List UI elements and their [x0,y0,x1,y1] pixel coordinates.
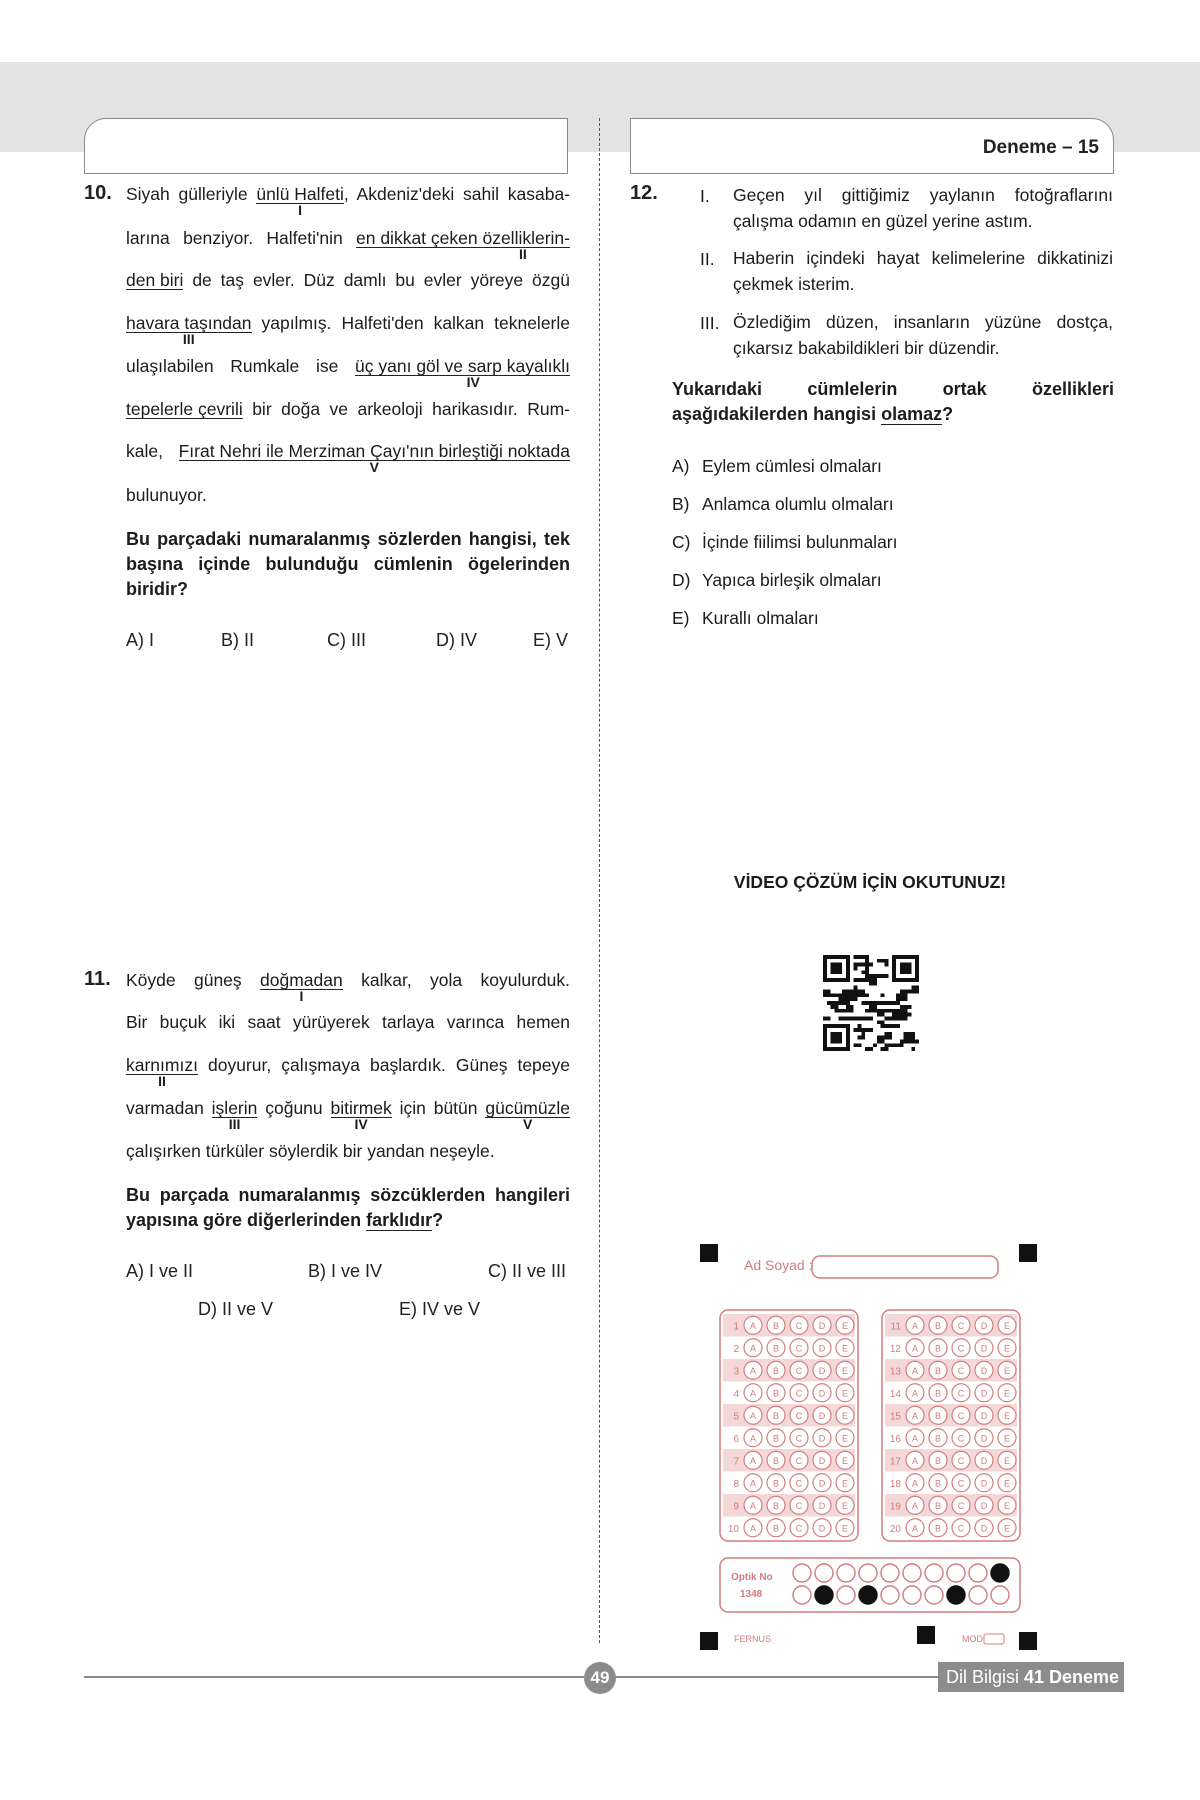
question-11-stem: Bu parçada numaralanmış sözcüklerden hangileri yapısına göre diğerlerinden farklıdır? [126,1185,570,1230]
right-header-box [630,118,1114,174]
answer-bubble-letter: B [934,1433,942,1444]
q10-mark-1: I [298,202,303,219]
answer-bubble-letter: B [934,1388,942,1399]
exam-title: Deneme – 15 [982,137,1099,158]
answer-bubble-letter: C [957,1320,965,1331]
optik-bubble[interactable] [793,1586,811,1604]
optik-bubble[interactable] [925,1564,943,1582]
optik-bubble[interactable] [859,1586,877,1604]
answer-row-number: 6 [733,1433,739,1445]
answer-bubble-letter: B [772,1478,780,1489]
page-number: 49 [584,1662,616,1694]
answer-bubble-letter: D [818,1433,826,1444]
q12-item-2-text: Haberin içindeki hayat kelimelerine dikkatinizi çekmek isterim. [733,248,1113,294]
answer-row-number: 14 [889,1388,901,1400]
answer-row-number: 20 [889,1523,901,1535]
answer-row-number: 12 [889,1343,901,1355]
q10-underlined-2b: den biri [126,270,184,290]
sheet-corner-mark [700,1632,718,1650]
q10-mark-3: III [182,331,195,348]
q11-mark-1: I [299,988,304,1005]
q10-mark-4: IV [466,374,480,391]
answer-bubble-letter: D [818,1320,826,1331]
q11-underlined-1: doğmadan [260,970,343,990]
answer-bubble-letter: C [957,1365,965,1376]
optik-bubble[interactable] [881,1586,899,1604]
answer-bubble-letter: B [772,1523,780,1534]
answer-bubble-letter: E [841,1343,849,1354]
answer-bubble-letter: B [772,1455,780,1466]
q10-underlined-4a: üç yanı göl ve sarp kayalıklı [355,356,570,376]
answer-bubble-letter: B [772,1343,780,1354]
q11-line-3: karnımızı II doyurur, çalışmaya başlardık. Güneş tepeye [126,1055,570,1090]
answer-bubble-letter: C [795,1523,803,1534]
answer-bubble-letter: B [772,1365,780,1376]
answer-bubble-letter: B [772,1320,780,1331]
answer-bubble-letter: D [818,1523,826,1534]
answer-bubble-letter: A [749,1433,757,1444]
answer-bubble-letter: B [934,1500,942,1511]
answer-bubble-letter: B [934,1320,942,1331]
answer-bubble-letter: C [957,1478,965,1489]
answer-bubble-letter: B [772,1500,780,1511]
answer-bubble-letter: E [841,1388,849,1399]
answer-bubble-letter: E [1003,1433,1011,1444]
q12-item-1-mark: I. [700,186,710,206]
q10-line-7: kale, Fırat Nehri ile Merziman Çayı'nın birleştiği noktada V [126,441,570,476]
answer-bubble-letter: A [911,1388,919,1399]
optik-bubble[interactable] [991,1586,1009,1604]
answer-row-bg [885,1404,1017,1427]
answer-bubble-letter: D [980,1500,988,1511]
answer-row-number: 16 [889,1433,901,1445]
sheet-corner-mark [700,1244,718,1262]
optik-bubble[interactable] [947,1564,965,1582]
answer-bubble-letter: A [749,1455,757,1466]
answer-row-bg [885,1359,1017,1382]
q12-option-e[interactable]: E) Kurallı olmaları [672,608,819,628]
answer-bubble-letter: A [749,1320,757,1331]
answer-bubble-letter: D [980,1343,988,1354]
footer-line-right [616,1676,938,1678]
answer-bubble-letter: A [749,1365,757,1376]
answer-row-number: 7 [733,1456,739,1468]
q11-option-d[interactable]: D) II ve V [198,1299,274,1319]
question-12-stem: Yukarıdaki cümlelerin ortak özellikleri aşağıdakilerden hangisi olamaz? [672,379,1114,424]
answer-row-bg [723,1404,855,1427]
q12-item-1-text: Geçen yıl gittiğimiz yaylanın fotoğraflarını çalışma odamın en güzel yerine astım. [733,185,1113,231]
answer-bubble-letter: C [957,1523,965,1534]
answer-bubble-letter: C [795,1433,803,1444]
q11-underlined-2: karnımızı [126,1055,198,1075]
answer-bubble-letter: B [772,1388,780,1399]
answer-bubble-letter: C [957,1343,965,1354]
answer-bubble-letter: A [749,1500,757,1511]
answer-bubble-letter: E [1003,1478,1011,1489]
optik-bubble[interactable] [947,1586,965,1604]
q10-option-d[interactable]: D) IV [436,630,478,650]
answer-bubble-letter: C [957,1500,965,1511]
q10-line-2: larına benziyor. Halfeti'nin en dikkat çeken özelliklerin- II [126,228,570,263]
answer-bubble-letter: A [911,1343,919,1354]
answer-bubble-letter: C [795,1343,803,1354]
answer-row-number: 13 [889,1366,901,1378]
optik-bubble[interactable] [859,1564,877,1582]
answer-bubble-letter: B [934,1523,942,1534]
answer-bubble-letter: A [911,1478,919,1489]
answer-bubble-letter: C [795,1500,803,1511]
optik-bubble[interactable] [793,1564,811,1582]
answer-bubble-letter: D [818,1410,826,1421]
answer-row-number: 18 [889,1478,901,1490]
name-field-label: Ad Soyad : [744,1257,813,1273]
answer-bubble-letter: D [818,1500,826,1511]
answer-bubble-letter: C [795,1455,803,1466]
answer-row-number: 8 [733,1478,739,1490]
answer-bubble-letter: D [980,1320,988,1331]
optik-no-value: 1348 [740,1589,763,1600]
answer-bubble-letter: B [772,1410,780,1421]
q10-underlined-3: havara taşından [126,313,252,333]
qr-code-icon[interactable] [823,955,919,1051]
q11-line-4: varmadan işlerin III çoğunu bitirmek IV için bütün gücümüzle V [126,1098,570,1133]
q10-option-e[interactable]: E) V [533,630,569,650]
answer-row-bg [723,1314,855,1337]
answer-row-number: 17 [889,1456,901,1468]
answer-row-number: 15 [889,1411,901,1423]
optik-bubble[interactable] [837,1564,855,1582]
answer-bubble-letter: C [957,1433,965,1444]
q10-mark-2: II [519,246,527,263]
q12-item-3-mark: III. [700,313,720,333]
answer-bubble-letter: E [1003,1320,1011,1331]
answer-row-number: 1 [733,1321,739,1333]
answer-bubble-letter: A [911,1523,919,1534]
answer-bubble-letter: D [980,1388,988,1399]
optik-bubble[interactable] [991,1564,1009,1582]
optik-bubble[interactable] [969,1564,987,1582]
q10-line-3: den biri de taş evler. Düz damlı bu evler yöreye özgü [126,270,570,290]
answer-bubble-letter: D [818,1365,826,1376]
sheet-corner-mark [1019,1244,1037,1262]
answer-bubble-letter: A [749,1410,757,1421]
question-number-11: 11. [84,968,111,990]
answer-row-number: 4 [733,1388,739,1400]
optik-bubble[interactable] [903,1564,921,1582]
optik-bubble[interactable] [837,1586,855,1604]
q10-underlined-1: ünlü Halfeti [256,184,344,204]
optik-bubble[interactable] [815,1586,833,1604]
answer-row-number: 11 [890,1321,901,1333]
answer-bubble-letter: E [1003,1410,1011,1421]
q11-mark-5: V [523,1116,533,1133]
answer-bubble-letter: A [911,1410,919,1421]
q10-line-8: bulunuyor. [126,485,207,505]
footer-line-left [84,1676,584,1678]
q11-line-5: çalışırken türküler söylerdik bir yandan neşeyle. [126,1141,495,1161]
q10-line-1: Siyah gülleriyle ünlü Halfeti I , Akdeniz'deki sahil kasaba- [126,184,571,219]
q10-option-a[interactable]: A) I [126,630,155,650]
book-brand: Dil Bilgisi 41 Deneme [938,1662,1124,1692]
answer-bubble-letter: D [818,1455,826,1466]
q11-option-a[interactable]: A) I ve II [126,1261,194,1281]
q11-option-e[interactable]: E) IV ve V [399,1299,481,1319]
answer-bubble-letter: A [911,1365,919,1376]
answer-bubble-letter: A [911,1455,919,1466]
answer-row-bg [723,1449,855,1472]
answer-bubble-letter: E [841,1455,849,1466]
q11-line-2: Bir buçuk iki saat yürüyerek tarlaya varınca hemen [126,1012,570,1032]
answer-bubble-letter: A [749,1478,757,1489]
answer-row-number: 9 [733,1501,739,1513]
answer-bubble-letter: A [749,1343,757,1354]
answer-bubble-letter: D [818,1478,826,1489]
optik-bubble[interactable] [969,1586,987,1604]
answer-row-bg [885,1494,1017,1517]
answer-bubble-letter: D [980,1455,988,1466]
q10-mark-5: V [369,459,379,476]
q12-item-3-text: Özlediğim düzen, insanların yüzüne dostça, çıkarsız bakabildikleri bir düzendir. [733,312,1113,358]
answer-bubble-letter: D [818,1343,826,1354]
optik-bubble[interactable] [815,1564,833,1582]
answer-bubble-letter: E [1003,1388,1011,1399]
answer-bubble-letter: A [911,1500,919,1511]
answer-bubble-letter: E [841,1410,849,1421]
answer-bubble-letter: A [911,1320,919,1331]
answer-bubble-letter: E [841,1500,849,1511]
video-solution-label: VİDEO ÇÖZÜM İÇİN OKUTUNUZ! [733,872,1007,892]
q10-line-5: ulaşılabilen Rumkale ise üç yanı göl ve sarp kayalıklı IV [126,356,570,391]
q11-mark-3: III [228,1116,241,1133]
q12-option-a[interactable]: A) Eylem cümlesi olmaları [672,456,882,476]
answer-bubble-letter: B [934,1343,942,1354]
q11-mark-4: IV [354,1116,368,1133]
answer-bubble-letter: E [841,1433,849,1444]
answer-bubble-letter: C [795,1410,803,1421]
question-10-stem: Bu parçadaki numaralanmış sözlerden hangisi, tek başına içinde bulunduğu cümlenin ögelerinden biridir? [126,529,570,599]
answer-bubble-letter: B [934,1455,942,1466]
answer-row-number: 3 [733,1366,739,1378]
answer-bubble-letter: C [795,1365,803,1376]
question-number-12: 12. [630,182,658,204]
q11-option-b[interactable]: B) I ve IV [308,1261,383,1281]
sheet-brand-logo [984,1634,1004,1644]
answer-bubble-letter: D [980,1523,988,1534]
answer-row-bg [723,1494,855,1517]
answer-row-bg [723,1359,855,1382]
q10-underlined-4b: tepelerle çevrili [126,399,243,419]
answer-bubble-letter: E [1003,1365,1011,1376]
answer-bubble-letter: E [841,1365,849,1376]
answer-row-number: 2 [733,1343,739,1355]
answer-bubble-letter: B [934,1365,942,1376]
answer-bubble-letter: D [980,1478,988,1489]
answer-row-bg [885,1314,1017,1337]
q11-line-1: Köyde güneş doğmadan I kalkar, yola koyulurduk. [126,970,570,1005]
q12-option-d[interactable]: D) Yapıca birleşik olmaları [672,570,882,590]
question-number-10: 10. [84,182,112,204]
answer-bubble-letter: E [841,1320,849,1331]
q10-option-c[interactable]: C) III [327,630,366,650]
answer-bubble-letter: B [772,1433,780,1444]
answer-bubble-letter: A [749,1388,757,1399]
answer-row-number: 10 [727,1523,739,1535]
answer-bubble-letter: B [934,1410,942,1421]
q10-line-6: tepelerle çevrili bir doğa ve arkeoloji harikasıdır. Rum- [126,399,570,419]
sheet-corner-mark [1019,1632,1037,1650]
q11-underlined-3: işlerin [211,1098,258,1118]
answer-row-number: 5 [733,1411,739,1423]
answer-row-bg [885,1449,1017,1472]
answer-bubble-letter: C [957,1455,965,1466]
q11-underlined-5: gücümüzle [485,1098,570,1118]
optik-bubble[interactable] [925,1586,943,1604]
optik-no-label: Optik No [731,1572,773,1583]
q12-item-2-mark: II. [700,249,715,269]
sheet-corner-mark [917,1626,935,1644]
answer-bubble-letter: C [957,1410,965,1421]
optik-bubble[interactable] [903,1586,921,1604]
q12-option-b[interactable]: B) Anlamca olumlu olmaları [672,494,894,514]
answer-bubble-letter: D [980,1433,988,1444]
answer-bubble-letter: E [1003,1455,1011,1466]
answer-bubble-letter: D [980,1365,988,1376]
q10-line-4: havara taşından III yapılmış. Halfeti'den kalkan teknelerle [126,313,570,348]
answer-bubble-letter: E [841,1478,849,1489]
sheet-brand-left: FERNUS [734,1634,772,1644]
answer-bubble-letter: C [795,1388,803,1399]
name-input[interactable] [812,1256,998,1278]
answer-bubble-letter: D [980,1410,988,1421]
q11-underlined-4: bitirmek [330,1098,392,1118]
answer-bubble-letter: E [1003,1500,1011,1511]
answer-bubble-letter: C [795,1478,803,1489]
answer-bubble-letter: E [1003,1343,1011,1354]
answer-row-number: 19 [889,1501,901,1513]
q11-mark-2: II [158,1073,166,1090]
optical-answer-sheet [700,1240,1040,1660]
q12-option-c[interactable]: C) İçinde fiilimsi bulunmaları [672,532,898,552]
q10-underlined-2a: en dikkat çeken özelliklerin- [356,228,570,248]
answer-bubble-letter: A [911,1433,919,1444]
answer-bubble-letter: B [934,1478,942,1489]
answer-bubble-letter: E [1003,1523,1011,1534]
answer-bubble-letter: D [818,1388,826,1399]
answer-bubble-letter: E [841,1523,849,1534]
answer-bubble-letter: A [749,1523,757,1534]
answer-bubble-letter: C [957,1388,965,1399]
left-header-box [84,118,568,174]
q11-option-c[interactable]: C) II ve III [488,1261,567,1281]
q10-option-b[interactable]: B) II [221,630,255,650]
sheet-brand-right: MOD [962,1634,983,1644]
answer-bubble-letter: C [795,1320,803,1331]
q10-underlined-5: Fırat Nehri ile Merziman Çayı'nın birleştiği noktada [178,441,570,461]
optik-bubble[interactable] [881,1564,899,1582]
